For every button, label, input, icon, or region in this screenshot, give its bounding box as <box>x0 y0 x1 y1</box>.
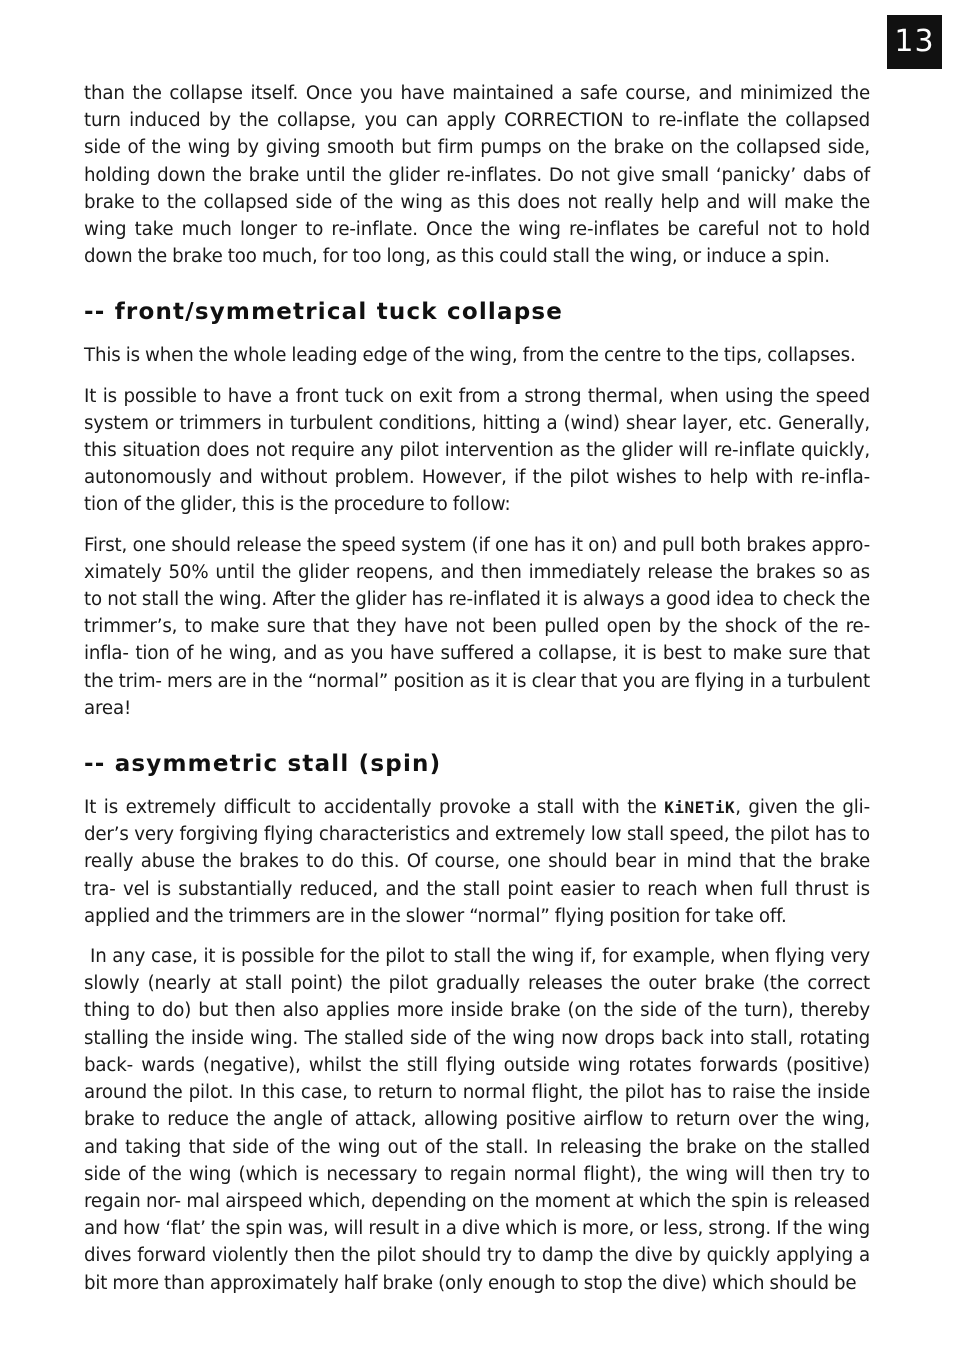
heading-asymmetric-stall: -- asymmetric stall (spin) <box>84 751 442 778</box>
page-content <box>84 80 870 1310</box>
paragraph-stall-intro <box>84 794 870 930</box>
stall-intro-text-end: , given the gli- der’s very forgiving flying characteristics and extremely low stall speed, the pilot has to really abuse the brakes to do this. Of course, one should bear in mind that the brake tra- vel is substantially reduced, and the stall point easier to reach when full thrust is applied and the trimmers are in the slower “normal” flying position for take off. <box>84 797 870 927</box>
paragraph-spin-recovery: In any case, it is possible for the pilot to stall the wing if, for example, when flying very slowly (nearly at stall point) the pilot gradually releases the outer brake (the correct thing to do) but then also applies more inside brake (on the side of the turn), thereby stalling the inside wing. The stalled side of the wing now drops back into stall, rotating back- wards (negative), whilst the still flying outside wing rotates forwards (positive) around the pilot. In this case, to return to normal flight, the pilot has to raise the inside brake to reduce the angle of attack, allowing positive airflow to return over the wing, and taking that side of the wing out of the stall. In releasing the brake on the stalled side of the wing (which is necessary to regain normal flight), the wing will then try to regain nor- mal airspeed which, depending on the moment at which the spin is released and how ‘flat’ the spin was, will result in a dive which is more, or less, strong. If the wing dives forward violently then the pilot should try to damp the dive by quickly applying a bit more than approximately half brake (only enough to stop the dive) which should be <box>84 946 870 1294</box>
page-number: 13 <box>887 15 942 69</box>
paragraph-collapse-correction: than the collapse itself. Once you have maintained a safe course, and minimized the turn induced by the collapse, you can apply CORRECTION to re-inflate the collapsed side of the wing by giving smooth but firm pumps on the brake on the collapsed side, holding down the brake until the glider re-inflates. Do not give small ‘panicky’ dabs of brake to the collapsed side of the wing as this does not really help and will make the wing take much longer to re-inflate. Once the wing re-inflates be careful not to hold down the brake too much, for too long, as this could stall the wing, or induce a spin. <box>84 83 870 268</box>
stall-intro-text-start: It is extremely difficult to accidentally provoke a stall with the <box>84 797 665 819</box>
brand-logo-kinetik: KiNETiK <box>664 798 736 818</box>
paragraph-front-tuck-causes: It is possible to have a front tuck on exit from a strong thermal, when using the speed system or trimmers in turbulent conditions, hitting a (wind) shear layer, etc. Generally, this situation does not require any pilot intervention as the glider will re-inflate quickly, autonomously and without problem. However, if the pilot wishes to help with re-infla- tion of the glider, this is the procedure to follow: <box>84 385 870 516</box>
paragraph-front-tuck-definition: This is when the whole leading edge of the wing, from the centre to the tips, collapses. <box>84 345 856 367</box>
heading-front-tuck-collapse: -- front/symmetrical tuck collapse <box>84 299 564 326</box>
paragraph-front-tuck-procedure: First, one should release the speed system (if one has it on) and pull both brakes appro- ximately 50% until the glider reopens, and then immediately release the brakes so as to not stall the wing. After the glider has re-inflated it is always a good idea to check the trimmer’s, to make sure that they have not been pulled open by the shock of the re-infla- tion of he wing, and as you have suffered a collapse, it is best to make sure that the trim- mers are in the “normal” position as it is clear that you are flying in a turbulent area! <box>84 534 870 719</box>
